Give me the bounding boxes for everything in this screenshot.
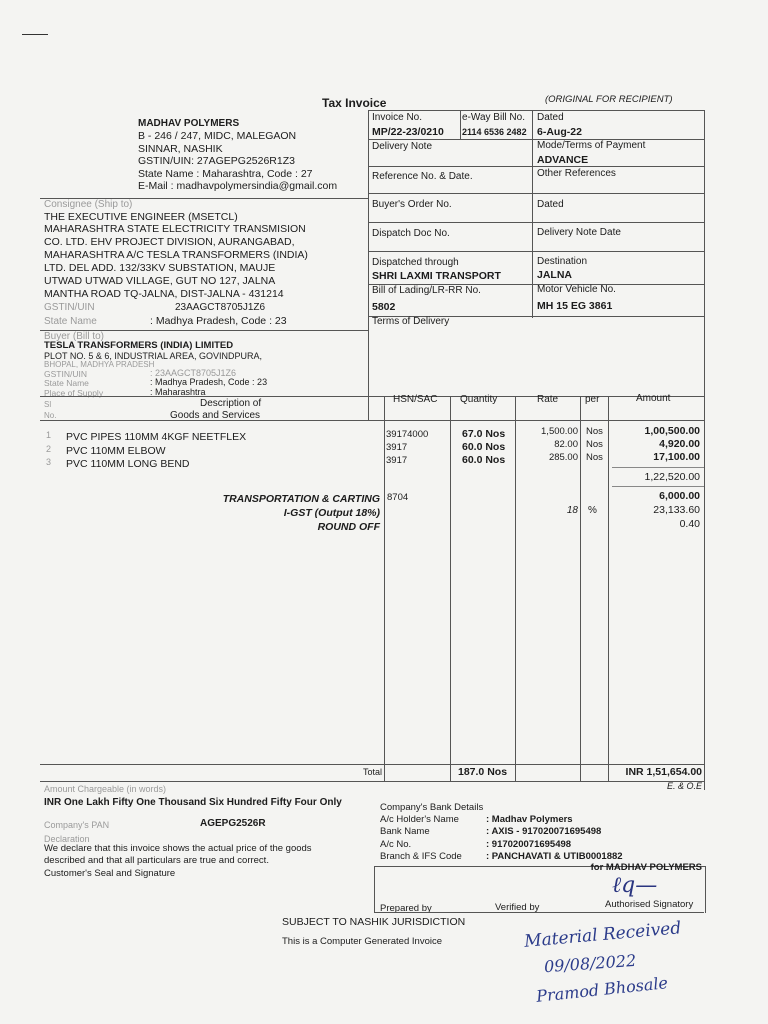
extra-amount: 6,000.00 (659, 490, 700, 502)
buyer-heading: Buyer (Bill to) (44, 331, 105, 342)
hsn-header: HSN/SAC (393, 394, 438, 405)
subtotal-rule (612, 486, 704, 487)
handwritten-date: 09/08/2022 (543, 950, 637, 977)
buyer-address2: BHOPAL, MADHYA PRADESH (44, 360, 155, 369)
consignee-state: : Madhya Pradesh, Code : 23 (150, 315, 287, 327)
extra-desc: ROUND OFF (317, 521, 380, 533)
pan-label: Company's PAN (44, 820, 110, 830)
seller-address: B - 246 / 247, MIDC, MALEGAON (138, 130, 297, 142)
invoice-no: MP/22-23/0210 (372, 126, 444, 138)
item-per: Nos (586, 439, 603, 450)
branch-label: Branch & IFS Code (380, 851, 462, 862)
item-per: Nos (586, 426, 603, 437)
reference-label: Reference No. & Date. (372, 171, 473, 182)
terms-label: Terms of Delivery (372, 316, 450, 327)
seller-name: MADHAV POLYMERS (138, 118, 240, 129)
amount-header: Amount (636, 393, 671, 404)
authorised-signature: ℓq— (612, 873, 658, 898)
bank-label: Bank Name (380, 826, 430, 837)
authorised-signatory: Authorised Signatory (605, 899, 694, 910)
consignee-line: MAHARASHTRA STATE ELECTRICITY TRANSMISION (44, 223, 306, 235)
divider (704, 110, 705, 790)
computer-generated-note: This is a Computer Generated Invoice (282, 936, 442, 947)
divider (368, 166, 704, 167)
divider (368, 110, 704, 111)
destination-label: Destination (537, 256, 588, 267)
buyer-order-label: Buyer's Order No. (372, 199, 452, 210)
divider (368, 251, 704, 252)
consignee-line: MANTHA ROAD TQ-JALNA, DIST-JALNA - 431214 (44, 288, 284, 300)
mode-value: ADVANCE (537, 154, 589, 166)
divider (515, 396, 516, 781)
buyer-state: : Madhya Pradesh, Code : 23 (150, 377, 268, 387)
pen-mark (22, 34, 48, 35)
mode-label: Mode/Terms of Payment (537, 140, 646, 151)
extra-amount: 23,133.60 (653, 504, 700, 516)
invoice-date: 6-Aug-22 (537, 126, 582, 138)
item-desc: PVC 110MM ELBOW (66, 445, 166, 457)
dispatched-value: SHRI LAXMI TRANSPORT (372, 270, 501, 282)
jurisdiction: SUBJECT TO NASHIK JURISDICTION (282, 916, 466, 928)
destination-value: JALNA (537, 269, 573, 281)
item-amount: 17,100.00 (653, 451, 700, 463)
consignee-line: LTD. DEL ADD. 132/33KV SUBSTATION, MAUJE (44, 262, 276, 274)
item-hsn: 39174000 (386, 429, 429, 440)
consignee-name: THE EXECUTIVE ENGINEER (MSETCL) (44, 211, 238, 223)
bank-value: : AXIS - 917020071695498 (486, 826, 602, 837)
item-hsn: 3917 (386, 455, 408, 466)
customer-signature-label: Customer's Seal and Signature (44, 868, 176, 879)
eoe: E. & O.E (666, 781, 702, 791)
acno-label: A/c No. (380, 839, 412, 850)
invoice-no-label: Invoice No. (372, 112, 423, 123)
sl-header: Sl No. (44, 400, 57, 420)
dated-label: Dated (537, 112, 564, 123)
dispatch-doc-label: Dispatch Doc No. (372, 228, 450, 239)
extra-desc: I-GST (Output 18%) (283, 507, 380, 519)
item-qty: 60.0 Nos (462, 454, 506, 466)
delivery-date-label: Delivery Note Date (537, 227, 621, 238)
eway-label: e-Way Bill No. (462, 112, 525, 123)
divider (384, 396, 385, 781)
consignee-gstin: 23AAGCT8705J1Z6 (175, 302, 266, 313)
divider (532, 110, 533, 318)
other-ref-label: Other References (537, 168, 616, 179)
total-qty: 187.0 Nos (458, 766, 508, 778)
consignee-state-label: State Name (44, 316, 97, 327)
order-dated-label: Dated (537, 199, 564, 210)
buyer-gstin: : 23AAGCT8705J1Z6 (150, 368, 237, 378)
declaration-line1: We declare that this invoice shows the actual price of the goods (44, 843, 312, 854)
bank-heading: Company's Bank Details (380, 802, 484, 813)
holder-value: : Madhav Polymers (486, 814, 573, 825)
desc-header-2: Goods and Services (170, 410, 261, 421)
item-qty: 67.0 Nos (462, 428, 506, 440)
holder-label: A/c Holder's Name (380, 814, 459, 825)
delivery-note-label: Delivery Note (372, 141, 433, 152)
seller-city: SINNAR, NASHIK (138, 143, 223, 155)
extra-amount: 0.40 (679, 518, 700, 530)
item-sl: 2 (46, 444, 52, 454)
item-sl: 3 (46, 457, 52, 467)
divider (368, 222, 704, 223)
consignee-gstin-label: GSTIN/UIN (44, 302, 95, 313)
verified-by: Verified by (495, 902, 540, 913)
subtotal-rule (612, 467, 704, 468)
handwritten-received: Material Received (523, 918, 682, 952)
branch-value: : PANCHAVATI & UTIB0001882 (486, 851, 623, 862)
eway-no: 2114 6536 2482 (462, 127, 527, 137)
consignee-line: UTWAD UTWAD VILLAGE, GUT NO 127, JALNA (44, 275, 276, 287)
divider (580, 396, 581, 781)
consignee-line: CO. LTD. EHV PROJECT DIVISION, AURANGABAD, (44, 236, 295, 248)
divider (40, 781, 704, 782)
vehicle-label: Motor Vehicle No. (537, 284, 616, 295)
invoice-title: Tax Invoice (322, 96, 387, 110)
place-of-supply-label: Place of Supply (44, 388, 104, 398)
item-rate: 285.00 (548, 452, 578, 463)
declaration-line2: described and that all particulars are true and correct. (44, 855, 269, 866)
words-label: Amount Chargeable (in words) (44, 784, 167, 794)
subtotal: 1,22,520.00 (644, 471, 700, 483)
divider (460, 110, 461, 139)
total-amount: INR 1,51,654.00 (625, 766, 702, 778)
item-per: Nos (586, 452, 603, 463)
seller-state: State Name : Maharashtra, Code : 27 (138, 168, 313, 180)
divider (608, 396, 609, 781)
seller-email: E-Mail : madhavpolymersindia@gmail.com (138, 180, 338, 192)
declaration-label: Declaration (44, 834, 90, 844)
divider (368, 193, 704, 194)
buyer-name: TESLA TRANSFORMERS (INDIA) LIMITED (44, 340, 234, 351)
extra-desc: TRANSPORTATION & CARTING (222, 493, 380, 505)
bill-lading-label: Bill of Lading/LR-RR No. (372, 285, 481, 296)
for-company: for MADHAV POLYMERS (590, 862, 702, 873)
dispatched-label: Dispatched through (372, 257, 459, 268)
extra-per: % (588, 505, 597, 516)
copy-label: (ORIGINAL FOR RECIPIENT) (545, 94, 673, 105)
bill-lading-value: 5802 (372, 301, 396, 313)
divider (40, 764, 704, 765)
item-amount: 1,00,500.00 (644, 425, 700, 437)
vehicle-value: MH 15 EG 3861 (537, 300, 613, 312)
prepared-by: Prepared by (380, 903, 432, 914)
extra-hsn: 8704 (387, 492, 409, 503)
divider (374, 912, 704, 913)
handwritten-name: Pramod Bhosale (535, 973, 669, 1006)
item-hsn: 3917 (386, 442, 408, 453)
divider (368, 110, 369, 420)
consignee-heading: Consignee (Ship to) (44, 199, 133, 210)
amount-in-words: INR One Lakh Fifty One Thousand Six Hundred Fifty Four Only (44, 797, 342, 808)
divider (368, 139, 704, 140)
rate-header: Rate (537, 394, 559, 405)
divider (40, 420, 704, 421)
consignee-line: MAHARASHTRA A/C TESLA TRANSFORMERS (INDIA) (44, 249, 308, 261)
divider (40, 396, 704, 397)
item-sl: 1 (46, 430, 52, 440)
qty-header: Quantity (460, 394, 498, 405)
item-amount: 4,920.00 (659, 438, 700, 450)
item-rate: 1,500.00 (541, 426, 578, 437)
extra-rate: 18 (566, 505, 578, 516)
per-header: per (585, 394, 600, 405)
total-label: Total (362, 767, 382, 777)
item-desc: PVC 110MM LONG BEND (66, 458, 190, 470)
pan-value: AGEPG2526R (200, 818, 266, 829)
buyer-gstin-label: GSTIN/UIN (44, 369, 87, 379)
divider (450, 396, 451, 781)
place-of-supply: : Maharashtra (150, 387, 206, 397)
seller-gstin: GSTIN/UIN: 27AGEPG2526R1Z3 (138, 155, 295, 167)
buyer-address: PLOT NO. 5 & 6, INDUSTRIAL AREA, GOVINDPURA, (44, 351, 263, 361)
item-rate: 82.00 (554, 439, 578, 450)
buyer-state-label: State Name (44, 378, 89, 388)
desc-header: Description of (200, 398, 262, 409)
item-qty: 60.0 Nos (462, 441, 506, 453)
acno-value: : 917020071695498 (486, 839, 572, 850)
item-desc: PVC PIPES 110MM 4KGF NEETFLEX (66, 431, 247, 443)
